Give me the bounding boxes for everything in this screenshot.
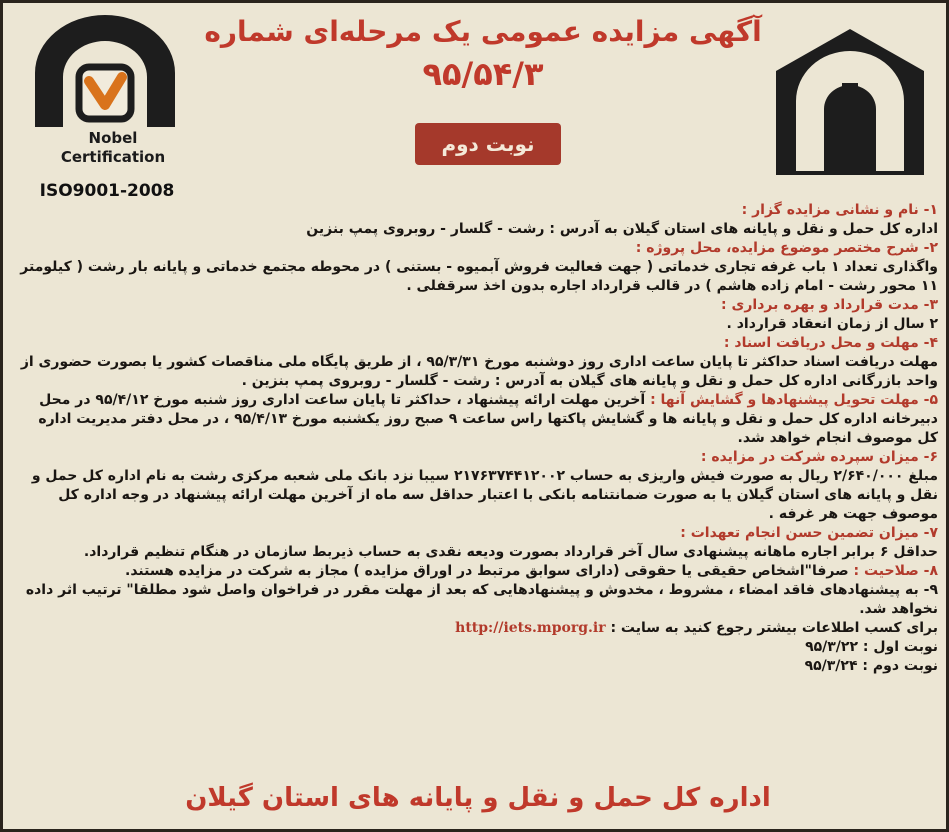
certification-name <box>33 129 193 167</box>
info-line <box>15 619 938 638</box>
publication-badge: نوبت دوم <box>415 123 561 165</box>
certification-logo <box>15 15 195 201</box>
section-8 <box>15 562 938 581</box>
iso-label: ISO9001-2008 <box>39 181 175 201</box>
auction-number: ۹۵/۵۴/۳ <box>422 55 544 93</box>
publication-second-label: نوبت دوم : <box>862 658 938 674</box>
section-1-heading: ۱- نام و نشانی مزایده گزار : <box>741 202 938 218</box>
section-5 <box>15 391 938 448</box>
section-5-body: آخرین مهلت ارائه پیشنهاد ، حداکثر تا پایان ساعت اداری روز شنبه مورخ ۹۵/۴/۱۲ در محل دبیرخانه اداره کل حمل و نقل و پایانه ها و گشایش پاکتها راس ساعت ۹ صبح روز یکشنبه مورخ ۹۵/۴/۱۳ ، در محل دفتر مدیریت اداره کل موصوف انجام خواهد شد. <box>38 392 938 446</box>
website-link[interactable]: http://iets.mporg.ir <box>455 620 606 636</box>
section-2-body: واگذاری تعداد ۱ باب غرفه تجاری خدماتی ( جهت فعالیت فروش آبمیوه - بستنی ) در محوطه مجتمع خدماتی و پایانه بار رشت ( کیلومتر ۱۱ محور رشت - امام زاده هاشم ) در قالب قرارداد اجاره بدون اخذ سرقفلی . <box>20 259 938 294</box>
section-1-body: اداره کل حمل و نقل و پایانه های استان گیلان به آدرس : رشت - گلسار - روبروی پمپ بنزین <box>306 221 938 237</box>
section-7-body: حداقل ۶ برابر اجاره ماهانه پیشنهادی سال آخر قرارداد بصورت ودیعه نقدی به حساب ذیربط سازمان در هنگام تنظیم قرارداد. <box>83 544 938 560</box>
section-3-heading: ۳- مدت قرارداد و بهره برداری : <box>721 297 938 313</box>
section-8-heading: ۸- صلاحیت : <box>853 563 938 579</box>
section-8-body: صرفا"اشخاص حقیقی یا حقوقی (دارای سوابق مرتبط در اوراق مزایده ) مجاز به شرکت در مزایده هستند. <box>125 563 849 579</box>
section-5-heading: ۵- مهلت تحویل پیشنهادها و گشایش آنها : <box>650 392 938 408</box>
section-2-heading: ۲- شرح مختصر موضوع مزایده، محل پروژه : <box>635 240 938 256</box>
publication-first-date: ۹۵/۳/۲۲ <box>805 639 859 655</box>
announcement-body <box>15 201 938 676</box>
cert-name-line2: Certification <box>60 148 166 166</box>
road-transport-emblem-icon <box>766 23 934 185</box>
section-4-heading: ۴- مهلت و محل دریافت اسناد : <box>723 335 938 351</box>
publication-second <box>15 657 938 676</box>
section-3-body: ۲ سال از زمان انعقاد قرارداد . <box>726 316 938 332</box>
issuer-footer: اداره کل حمل و نقل و پایانه های استان گیلان <box>185 783 771 813</box>
info-text: برای کسب اطلاعات بیشتر رجوع کنید به سایت : <box>610 620 938 636</box>
publication-first-label: نوبت اول : <box>862 639 938 655</box>
section-4-body: مهلت دریافت اسناد حداکثر تا پایان ساعت اداری روز دوشنبه مورخ ۹۵/۳/۳۱ ، از طریق پایگاه ملی مناقصات کشور یا بصورت حضوری از واحد بازرگانی اداره کل حمل و نقل و پایانه های گیلان به آدرس : رشت - گلسار - روبروی پمپ بنزین . <box>20 354 938 389</box>
section-6-heading: ۶- میزان سپرده شرکت در مزایده : <box>700 449 938 465</box>
section-6-body: مبلغ ۲/۶۴۰/۰۰۰ ریال به صورت فیش واریزی به حساب ۲۱۷۶۳۷۴۴۱۲۰۰۲ سیبا نزد بانک ملی شعبه مرکزی رشت به نام اداره کل حمل و نقل و پایانه های استان گیلان یا به صورت ضمانتنامه بانکی با اعتبار حداقل سه ماه از آخرین مهلت ارائه پیشنهاد در وجه اداره کل موصوف جهت هر غرفه . <box>31 468 938 522</box>
certification-emblem-icon <box>15 15 195 135</box>
section-7-heading: ۷- میزان تضمین حسن انجام تعهدات : <box>680 525 938 541</box>
publication-first <box>15 638 938 657</box>
announcement-title: آگهی مزایده عمومی یک مرحله‌ای شماره <box>204 15 762 48</box>
publication-second-date: ۹۵/۳/۲۴ <box>804 658 858 674</box>
organization-logo <box>766 23 934 185</box>
cert-name-line1: Nobel <box>88 129 138 147</box>
section-9-body: ۹- به پیشنهادهای فاقد امضاء ، مشروط ، مخدوش و پیشنهادهایی که بعد از مهلت مقرر در فراخوان واصل شود مطلقا" ترتیب اثر داده نخواهد شد. <box>25 582 938 617</box>
